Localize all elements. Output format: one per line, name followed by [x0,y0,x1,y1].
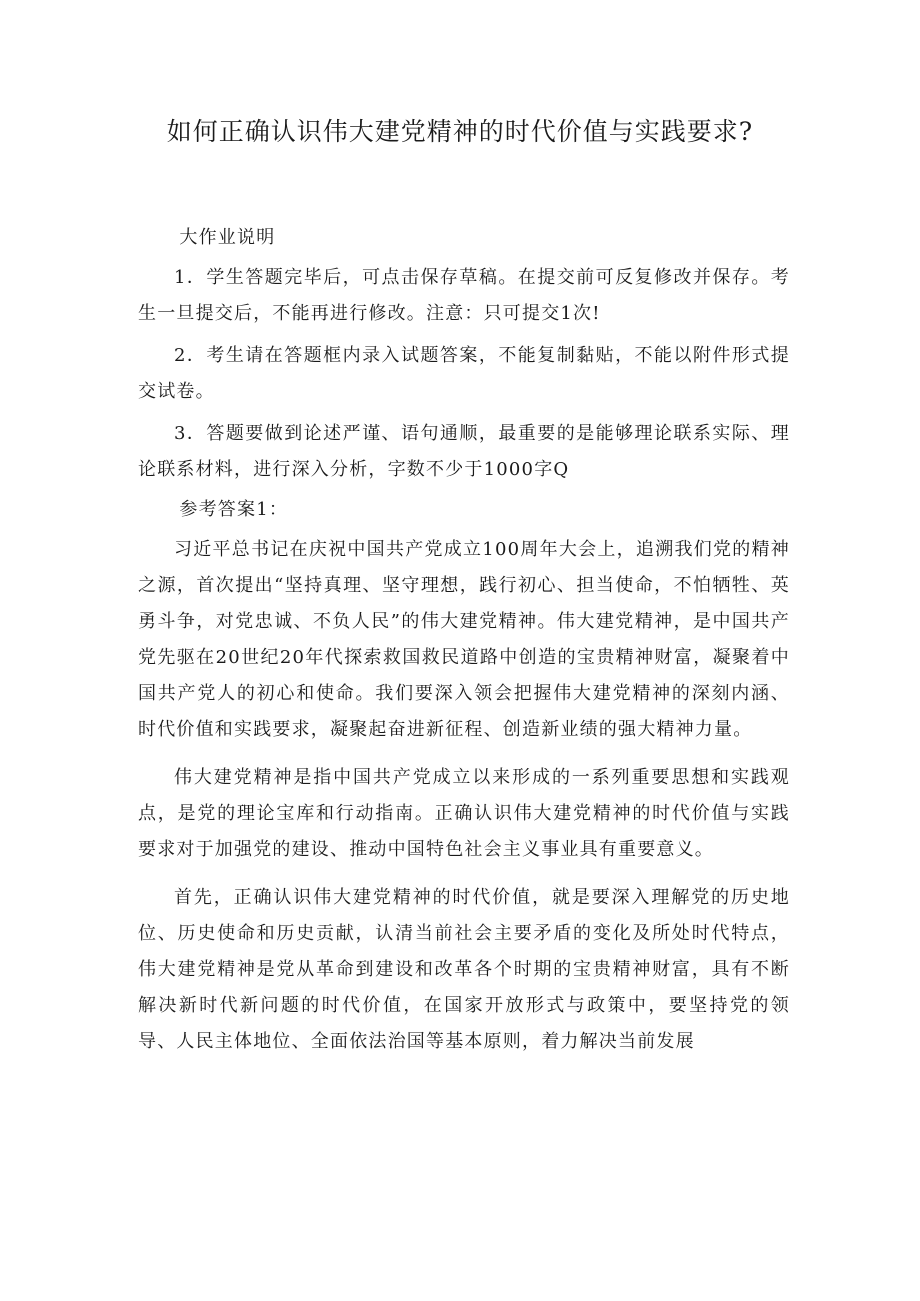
instructions-heading: 大作业说明 [179,227,276,248]
body-paragraph: 习近平总书记在庆祝中国共产党成立100周年大会上，追溯我们党的精神之源，首次提出“坚持真理、坚守理想，践行初心、担当使命，不怕牺牲、英勇斗争，对党忠诚、不负人民”的伟大建党精神。伟大建党精神，是中国共产党先驱在20世纪20年代探索救国救民道路中创造的宝贵精神财富，凝聚着中国共产党人的初心和使命。我们要深入领会把握伟大建党精神的深刻内涵、时代价值和实践要求，凝聚起奋进新征程、创造新业绩的强大精神力量。 [138,539,790,740]
body-paragraph: 首先，正确认识伟大建党精神的时代价值，就是要深入理解党的历史地位、历史使命和历史贡献，认清当前社会主要矛盾的变化及所处时代特点，伟大建党精神是党从革命到建设和改革各个时期的宝贵精神财富，具有不断解决新时代新问题的时代价值，在国家开放形式与政策中，要坚持党的领导、人民主体地位、全面依法治国等基本原则，着力解决当前发展 [138,887,790,1052]
answer-label: 参考答案1： [179,499,289,520]
instruction-item: 2．考生请在答题框内录入试题答案，不能复制黏贴，不能以附件形式提交试卷。 [138,345,790,402]
document-title: 如何正确认识伟大建党精神的时代价值与实践要求? [166,117,754,146]
instruction-item: 1．学生答题完毕后，可点击保存草稿。在提交前可反复修改并保存。考生一旦提交后，不能再进行修改。注意：只可提交1次! [138,267,790,324]
document-body [138,220,790,1060]
body-paragraph: 伟大建党精神是指中国共产党成立以来形成的一系列重要思想和实践观点，是党的理论宝库和行动指南。正确认识伟大建党精神的时代价值与实践要求对于加强党的建设、推动中国特色社会主义事业具有重要意义。 [138,767,790,860]
instruction-item: 3．答题要做到论述严谨、语句通顺，最重要的是能够理论联系实际、理论联系材料，进行深入分析，字数不少于1000字Q [138,423,790,480]
